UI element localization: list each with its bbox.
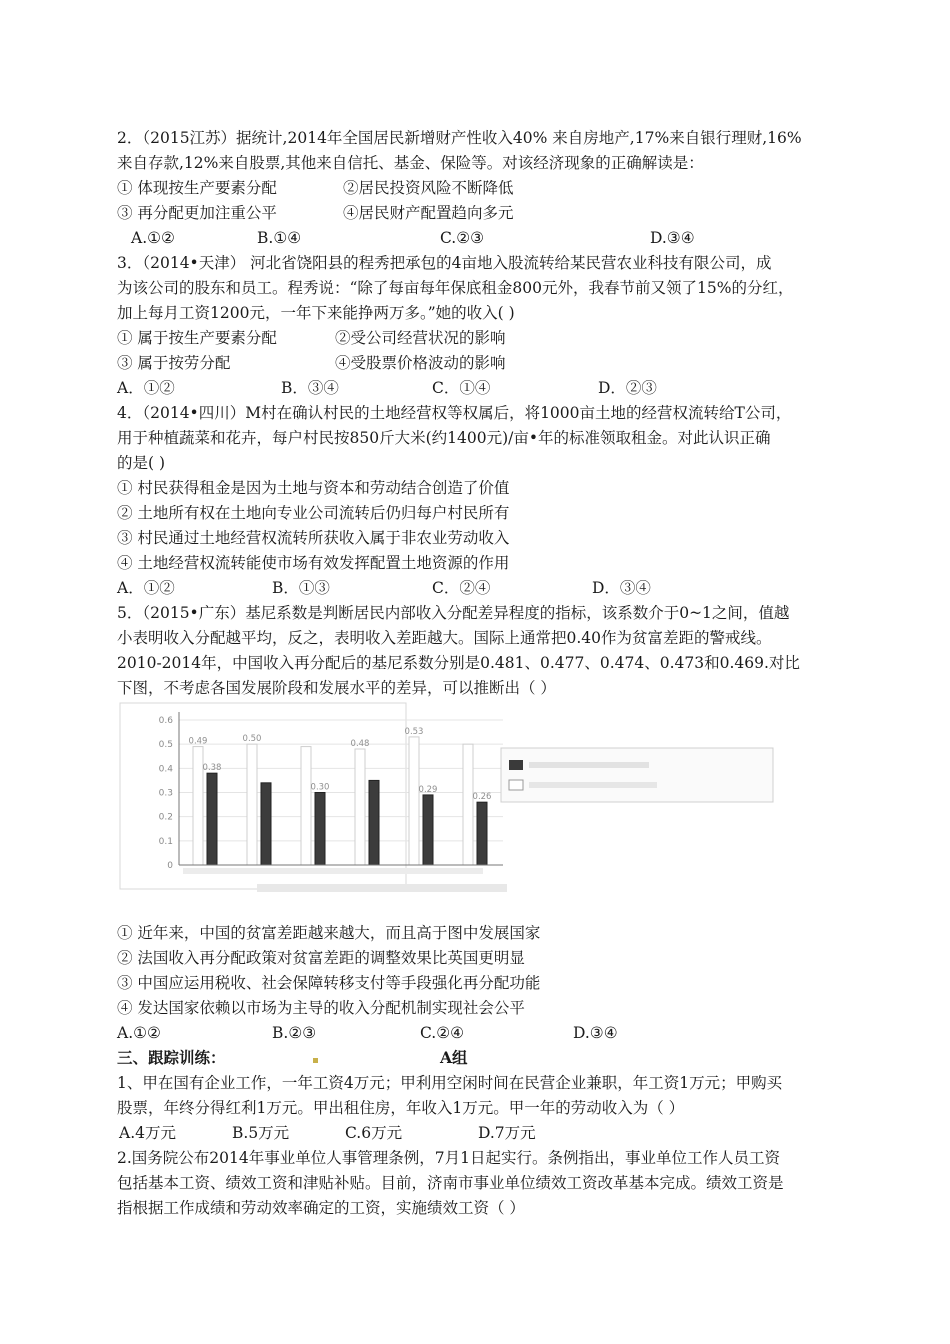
q5-stem-line-4: 下图，不考虑各国发展阶段和发展水平的差异，可以推断出（ ） — [117, 679, 556, 697]
bar-value-label: 0.53 — [404, 726, 424, 737]
q5-option-d: D.③④ — [573, 1024, 618, 1042]
section-group-label: A组 — [440, 1048, 468, 1067]
q4-option-a: A．①② — [117, 579, 175, 597]
bar-value-label: 0.30 — [310, 782, 330, 793]
q5-stem-line-1: 5．（2015•广东）基尼系数是判断居民内部收入分配差异程度的指标，该系数介于0~1之间，值越 — [117, 604, 790, 622]
q5-item-1: ① 近年来，中国的贫富差距越来越大，而且高于图中发展国家 — [117, 924, 541, 942]
t1-stem-line-2: 股票，年终分得红利1万元。甲出租住房，年收入1万元。甲一年的劳动收入为（ ） — [117, 1099, 685, 1117]
bar — [207, 773, 217, 865]
chart-caption-faded — [257, 884, 507, 892]
t2-stem-line-3: 指根据工作成绩和劳动效率确定的工资，实施绩效工资（ ） — [117, 1199, 525, 1217]
q5-option-a: A.①② — [117, 1024, 161, 1042]
q3-item-1: ① 属于按生产要素分配 — [117, 329, 277, 347]
q2-item-2: ②居民投资风险不断降低 — [343, 179, 514, 197]
q4-option-c: C．②④ — [432, 579, 491, 597]
y-tick-label: 0.3 — [158, 788, 173, 799]
bar — [355, 749, 365, 865]
y-tick-label: 0.5 — [158, 740, 173, 751]
q2-stem-line-2: 来自存款,12%来自股票,其他来自信托、基金、保险等。对该经济现象的正确解读是： — [117, 154, 704, 172]
q5-option-c: C.②④ — [420, 1024, 465, 1042]
legend-swatch-dark — [509, 760, 523, 770]
chart-category-labels-faded — [183, 868, 483, 874]
q3-stem-line-2: 为该公司的股东和员工。程秀说：“除了每亩每年保底租金800元外，我春节前又领了15%的分红， — [117, 279, 794, 297]
y-tick-label: 0.6 — [158, 716, 173, 726]
stray-mark — [313, 1058, 318, 1063]
q4-item-4: ④ 土地经营权流转能使市场有效发挥配置土地资源的作用 — [117, 554, 510, 572]
q4-stem-line-1: 4．（2014•四川）M村在确认村民的土地经营权等权属后，将1000亩土地的经营权流转给T公司， — [117, 404, 792, 422]
q2-option-a: A.①② — [131, 229, 175, 247]
bar-value-label: 0.26 — [472, 792, 492, 803]
q4-item-2: ② 土地所有权在土地向专业公司流转后仍归每户村民所有 — [117, 504, 510, 522]
bar — [409, 737, 419, 865]
section-title: 三、跟踪训练： — [117, 1048, 226, 1067]
bar-value-label: 0.48 — [350, 739, 370, 749]
q5-item-3: ③ 中国应运用税收、社会保障转移支付等手段强化再分配功能 — [117, 974, 541, 992]
q3-option-d: D．②③ — [598, 379, 657, 397]
bar — [369, 780, 379, 865]
t2-stem-line-1: 2.国务院公布2014年事业单位人事管理条例，7月1日起实行。条例指出，事业单位工作人员工资 — [117, 1149, 780, 1167]
bar — [477, 802, 487, 865]
q4-item-1: ① 村民获得租金是因为土地与资本和劳动结合创造了价值 — [117, 479, 510, 497]
y-tick-label: 0.2 — [158, 812, 173, 823]
q3-option-c: C．①④ — [432, 379, 491, 397]
bar — [247, 744, 257, 865]
q3-item-2: ②受公司经营状况的影响 — [335, 329, 506, 347]
t1-option-a: A.4万元 — [119, 1124, 176, 1142]
bar — [193, 747, 203, 865]
q3-stem-line-3: 加上每月工资1200元，一年下来能挣两万多。”她的收入( ) — [117, 304, 515, 322]
chart-canvas — [117, 700, 795, 898]
q3-item-3: ③ 属于按劳分配 — [117, 354, 231, 372]
y-tick-label: 0.4 — [158, 764, 173, 775]
q2-item-4: ④居民财产配置趋向多元 — [343, 204, 514, 222]
legend-text-faded-1 — [529, 762, 649, 768]
q5-item-2: ② 法国收入再分配政策对贫富差距的调整效果比英国更明显 — [117, 949, 525, 967]
q5-stem-line-3: 2010-2014年，中国收入再分配后的基尼系数分别是0.481、0.477、0.474、0.473和0.469.对比 — [117, 654, 800, 672]
q3-option-b: B．③④ — [281, 379, 339, 397]
legend-swatch-light — [509, 780, 523, 790]
bar — [423, 795, 433, 865]
q2-item-1: ① 体现按生产要素分配 — [117, 179, 277, 197]
q5-stem-line-2: 小表明收入分配越平均，反之，表明收入差距越大。国际上通常把0.40作为贫富差距的警戒线。 — [117, 629, 772, 647]
q2-item-3: ③ 再分配更加注重公平 — [117, 204, 277, 222]
q3-option-a: A．①② — [117, 379, 175, 397]
q4-stem-line-3: 的是( ) — [117, 454, 166, 472]
q2-stem-line-1: 2．（2015江苏）据统计,2014年全国居民新增财产性收入40% 来自房地产,17%来自银行理财,16% — [117, 129, 802, 147]
t1-stem-line-1: 1、甲在国有企业工作，一年工资4万元；甲利用空闲时间在民营企业兼职，年工资1万元；甲购买 — [117, 1074, 783, 1092]
bar — [463, 744, 473, 865]
q5-item-4: ④ 发达国家依赖以市场为主导的收入分配机制实现社会公平 — [117, 999, 525, 1017]
bar-value-label: 0.38 — [202, 763, 222, 774]
q2-option-c: C.②③ — [440, 229, 485, 247]
legend-text-faded-2 — [529, 782, 657, 788]
q5-option-b: B.②③ — [272, 1024, 317, 1042]
bar-value-label: 0.49 — [188, 736, 208, 747]
bar-value-label: 0.29 — [418, 784, 438, 795]
q4-option-b: B．①③ — [272, 579, 330, 597]
t1-option-b: B.5万元 — [232, 1124, 290, 1142]
y-tick-label: 0.1 — [158, 836, 173, 847]
q4-stem-line-2: 用于种植蔬菜和花卉，每户村民按850斤大米(约1400元)/亩•年的标准领取租金。对此认识正确 — [117, 429, 771, 447]
q4-item-3: ③ 村民通过土地经营权流转所获收入属于非农业劳动收入 — [117, 529, 510, 547]
q3-item-4: ④受股票价格波动的影响 — [335, 354, 506, 372]
q4-option-d: D．③④ — [592, 579, 651, 597]
bar — [315, 793, 325, 866]
q2-option-b: B.①④ — [257, 229, 302, 247]
t2-stem-line-2: 包括基本工资、绩效工资和津贴补贴。目前，济南市事业单位绩效工资改革基本完成。绩效工资是 — [117, 1174, 784, 1192]
q2-option-d: D.③④ — [650, 229, 695, 247]
bar — [301, 747, 311, 865]
gini-bar-chart — [117, 700, 795, 898]
chart-legend-box — [501, 748, 773, 802]
y-tick-label: 0 — [167, 861, 173, 871]
bar — [261, 783, 271, 865]
t1-option-c: C.6万元 — [345, 1124, 403, 1142]
q3-stem-line-1: 3．（2014•天津） 河北省饶阳县的程秀把承包的4亩地入股流转给某民营农业科技有限公司，成 — [117, 254, 772, 272]
t1-option-d: D.7万元 — [478, 1124, 536, 1142]
bar-value-label: 0.50 — [242, 734, 262, 745]
